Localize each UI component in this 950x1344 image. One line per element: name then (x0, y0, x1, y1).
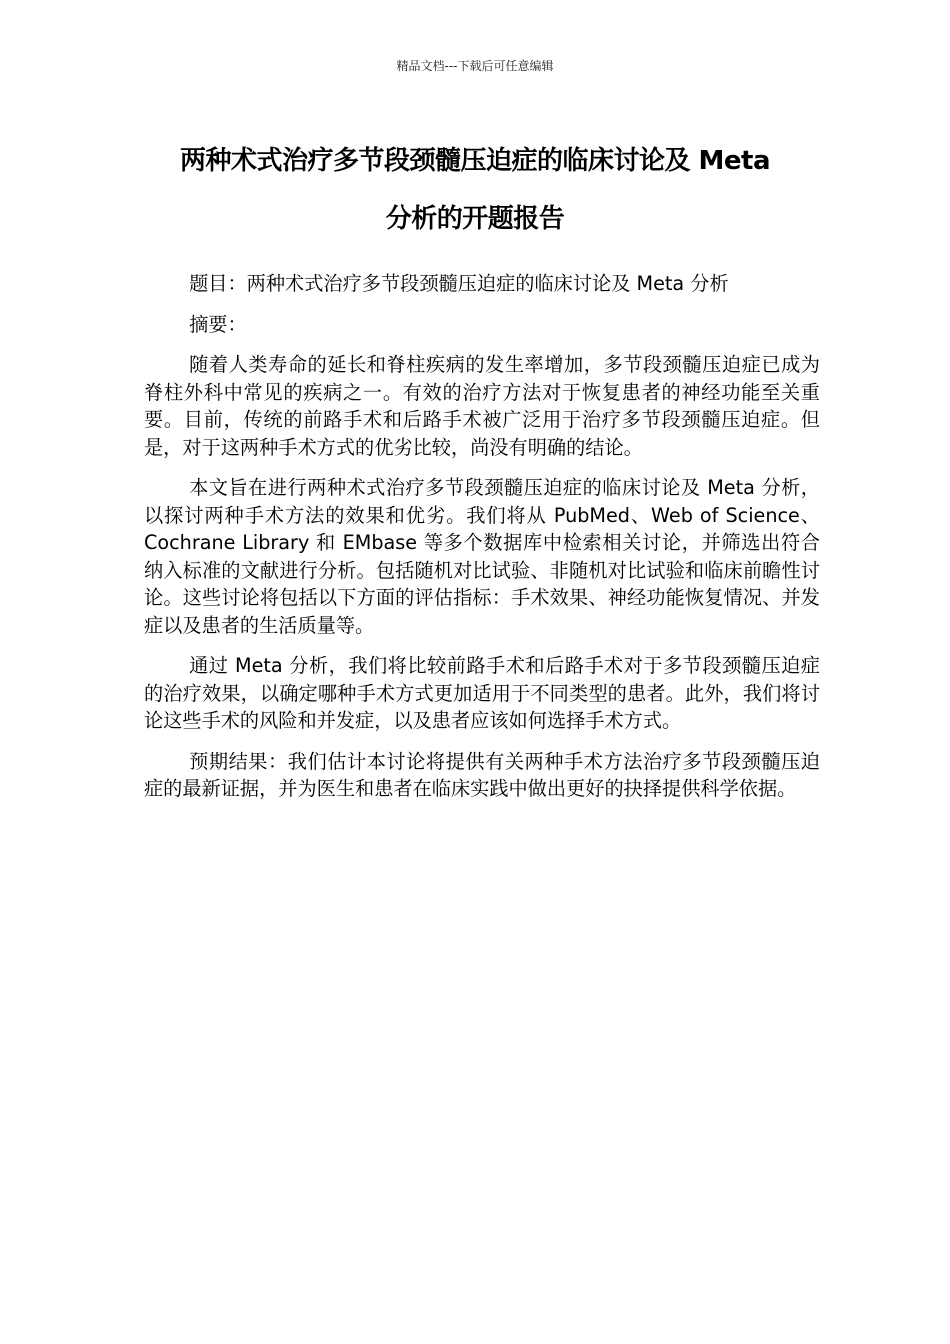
title-line-1: 两种术式治疗多节段颈髓压迫症的临床讨论及 Meta (179, 146, 771, 176)
header-note: 精品文档---下载后可任意编辑 (396, 59, 554, 73)
paragraph: 预期结果：我们估计本讨论将提供有关两种手术方法治疗多节段颈髓压迫症的最新证据，并为医生和患者在临床实践中做出更好的抉择提供科学依据。 (144, 749, 820, 800)
paragraph: 通过 Meta 分析，我们将比较前路手术和后路手术对于多节段颈髓压迫症的治疗效果，以确定哪种手术方式更加适用于不同类型的患者。此外，我们将讨论这些手术的风险和并发症，以及患者应该如何选择手术方式。 (144, 654, 820, 732)
document-body (144, 270, 820, 816)
title-line-2: 分析的开题报告 (385, 204, 565, 234)
abstract-label: 摘要： (189, 312, 247, 336)
topic-line: 题目：两种术式治疗多节段颈髓压迫症的临床讨论及 Meta 分析 (189, 272, 729, 295)
paragraph: 随着人类寿命的延长和脊柱疾病的发生率增加，多节段颈髓压迫症已成为脊柱外科中常见的疾病之一。有效的治疗方法对于恢复患者的神经功能至关重要。目前，传统的前路手术和后路手术被广泛用于治疗多节段颈髓压迫症。但是，对于这两种手术方式的优劣比较，尚没有明确的结论。 (144, 353, 820, 459)
paragraph: 本文旨在进行两种术式治疗多节段颈髓压迫症的临床讨论及 Meta 分析，以探讨两种手术方法的效果和优劣。我们将从 PubMed、Web of Science、Cochrane Library 和 EMbase 等多个数据库中检索相关讨论，并筛选出符合纳入标准的文献进行分析。包括随机对比试验、非随机对比试验和临床前瞻性讨论。这些讨论将包括以下方面的评估指标：手术效果、神经功能恢复情况、并发症以及患者的生活质量等。 (144, 476, 820, 637)
document-title (120, 132, 830, 248)
